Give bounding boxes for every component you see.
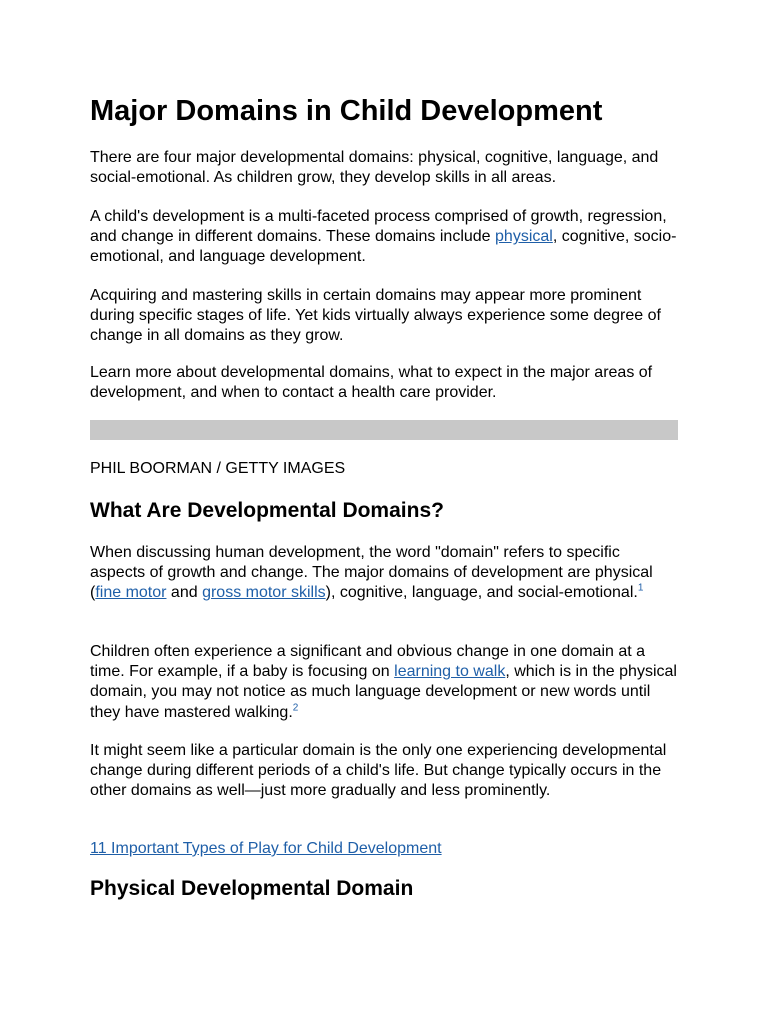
page-title: Major Domains in Child Development [90,95,603,127]
domains-paragraph-3: It might seem like a particular domain is the only one experiencing developmental change during different periods of a child's life. But change typically occurs in the other domains as well—just more gradually and less prominently. [90,742,667,800]
related-article-link[interactable]: 11 Important Types of Play for Child Development [90,840,442,857]
related-article-paragraph [90,839,678,859]
domains-paragraph-1-text-1: When discussing human development, the word "domain" refers to specific aspects of growth and change. The major domains of development are physical ( [90,544,653,602]
intro-paragraph-3: Acquiring and mastering skills in certain domains may appear more prominent during specific stages of life. Yet kids virtually always experience some degree of change in all domains as they grow. [90,287,661,345]
domains-paragraph-2-text-2: , which is in the physical domain, you may not notice as much language development or new words until they have mastered walking. [90,663,677,721]
intro-paragraph-2 [90,207,678,268]
reference-1-link[interactable]: 1 [637,583,644,595]
section-heading-physical: Physical Developmental Domain [90,877,414,900]
domains-paragraph-2-text-1: Children often experience a significant and obvious change in one domain at a time. For example, if a baby is focusing on [90,643,646,681]
article-image [90,420,678,440]
intro-paragraph-2-text-after: , cognitive, socio-emotional, and language development. [90,228,677,266]
domains-paragraph-1-text-2: and [166,584,203,602]
domains-paragraph-1-text-3: ), cognitive, language, and social-emotional. [325,584,638,602]
fine-motor-link[interactable]: fine motor [95,584,167,602]
section-heading-domains: What Are Developmental Domains? [90,499,444,522]
physical-link[interactable]: physical [495,228,553,246]
reference-2-link[interactable]: 2 [292,702,299,714]
intro-paragraph-4: Learn more about developmental domains, what to expect in the major areas of development, and when to contact a health care provider. [90,364,653,402]
domains-paragraph-1 [90,543,678,604]
learning-to-walk-link[interactable]: learning to walk [394,663,506,681]
image-credit: PHIL BOORMAN / GETTY IMAGES [90,460,346,477]
gross-motor-skills-link[interactable]: gross motor skills [202,584,326,602]
domains-paragraph-2 [90,642,678,723]
intro-paragraph-2-text-before: A child's development is a multi-faceted process comprised of growth, regression, and change in different domains. These domains include [90,208,667,246]
intro-paragraph-1: There are four major developmental domains: physical, cognitive, language, and social-emotional. As children grow, they develop skills in all areas. [90,149,659,187]
